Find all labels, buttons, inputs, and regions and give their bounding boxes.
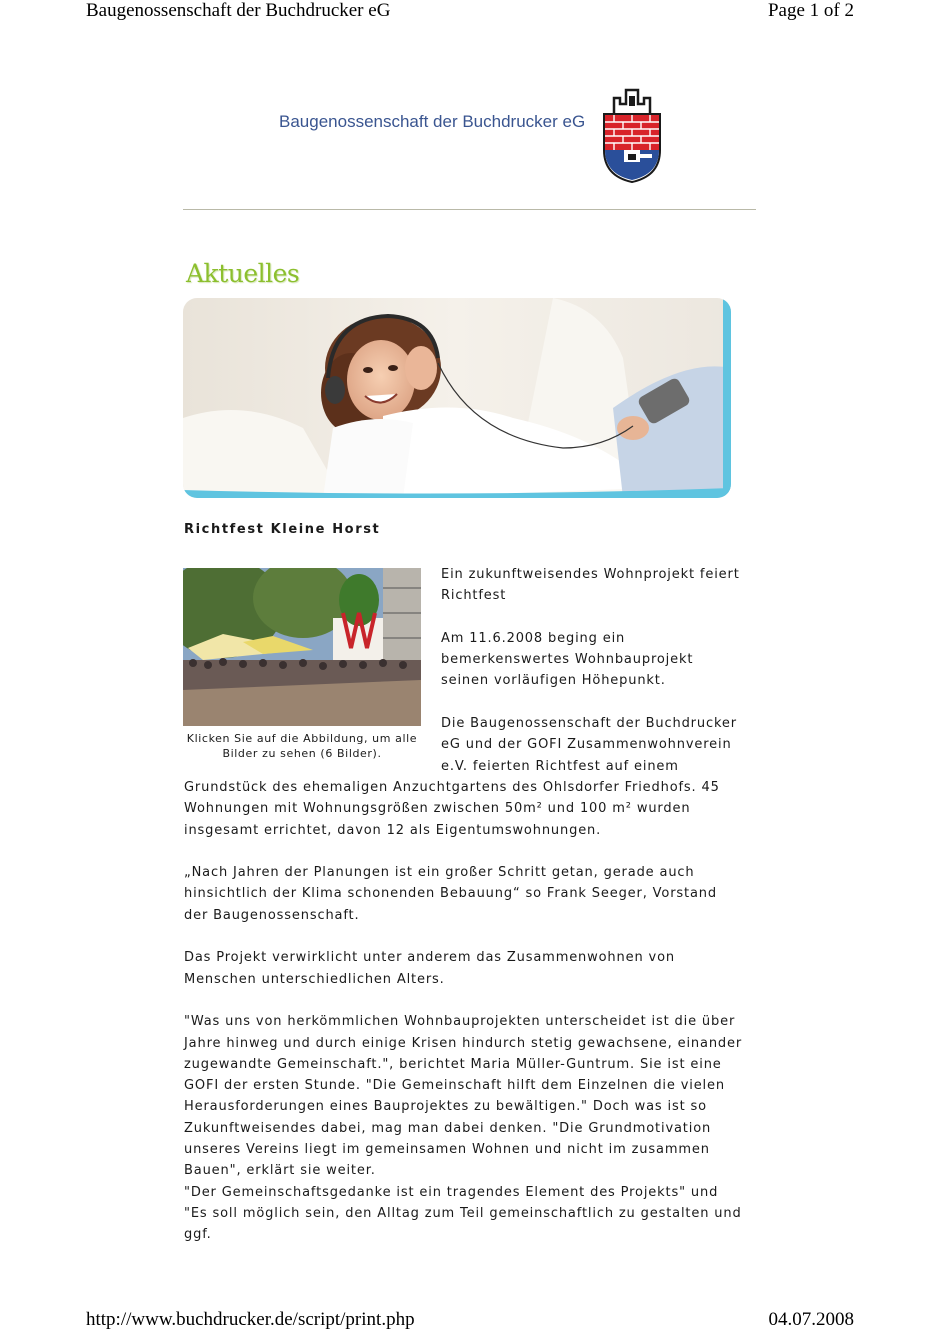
article-lead: Ein zukunftweisendes Wohnprojekt feiert Richtfest	[441, 567, 740, 604]
print-header-page-number: Page 1 of 2	[767, 0, 854, 21]
richtfest-photo[interactable]	[183, 568, 421, 726]
article-paragraph-quote: „Nach Jahren der Planungen ist ein großer Schritt getan, gerade auch hinsichtlich der Klima schonenden Bebauung“ so Frank Seeger, Vorstand der Baugenossenschaft.	[184, 865, 717, 923]
article-paragraph-continuation: Grundstück des ehemaligen Anzuchtgartens des Ohlsdorfer Friedhofs. 45 Wohnungen mit Wohnungsgrößen zwischen 50m² und 100 m² wurden insgesamt errichtet, davon 12 als Eigentumswohnungen.	[184, 780, 720, 838]
article-right-column	[441, 564, 741, 777]
article-paragraph-community: "Was uns von herkömmlichen Wohnbauprojekten unterscheidet ist die über Jahre hinweg und durch einige Krisen hindurch stetig gewachsene, einander zugewandte Gemeinschaft.", berichtet Maria Müller-Guntrum. Sie ist eine GOFI der ersten Stunde. "Die Gemeinschaft hilft dem Einzelnen die vielen Herausforderungen eines Bauprojektes zu bewältigen." Doch was ist so Zukunftweisendes dabei, mag man dabei denken. "Die Grundmotivation unseres Vereins liegt im gemeinsamen Wohnen und nicht im zusammen Bauen", erklärt sie weiter.	[184, 1014, 743, 1179]
article-title: Richtfest Kleine Horst	[184, 522, 381, 537]
article-photo-block[interactable]	[183, 568, 421, 761]
print-footer-url: http://www.buchdrucker.de/script/print.php	[86, 1309, 415, 1330]
article-paragraph-last: "Der Gemeinschaftsgedanke ist ein tragendes Element des Projekts" und "Es soll möglich sein, den Alltag zum Teil gemeinschaftlich zu gestalten und ggf.	[184, 1184, 742, 1243]
coat-of-arms-logo	[600, 84, 664, 184]
print-header-site-name: Baugenossenschaft der Buchdrucker eG	[86, 0, 391, 21]
section-title: Aktuelles	[186, 259, 300, 288]
header-divider	[183, 209, 756, 210]
article-paragraph-partners: Die Baugenossenschaft der Buchdrucker eG und der GOFI Zusammenwohnverein e.V. feierten Richtfest auf einem	[441, 716, 737, 774]
article-body	[184, 777, 744, 1246]
article-paragraph-project: Das Projekt verwirklicht unter anderem das Zusammenwohnen von Menschen unterschiedlichen Alters.	[184, 950, 675, 987]
photo-caption[interactable]: Klicken Sie auf die Abbildung, um alle Bilder zu sehen (6 Bilder).	[186, 732, 418, 760]
brand-text: Baugenossenschaft der Buchdrucker eG	[279, 112, 586, 131]
hero-photo-woman-with-headphones	[183, 298, 731, 498]
print-footer-date: 04.07.2008	[768, 1309, 854, 1330]
hero-image	[183, 298, 731, 498]
article-paragraph-date: Am 11.6.2008 beging ein bemerkenswertes Wohnbauprojekt seinen vorläufigen Höhepunkt.	[441, 630, 694, 689]
